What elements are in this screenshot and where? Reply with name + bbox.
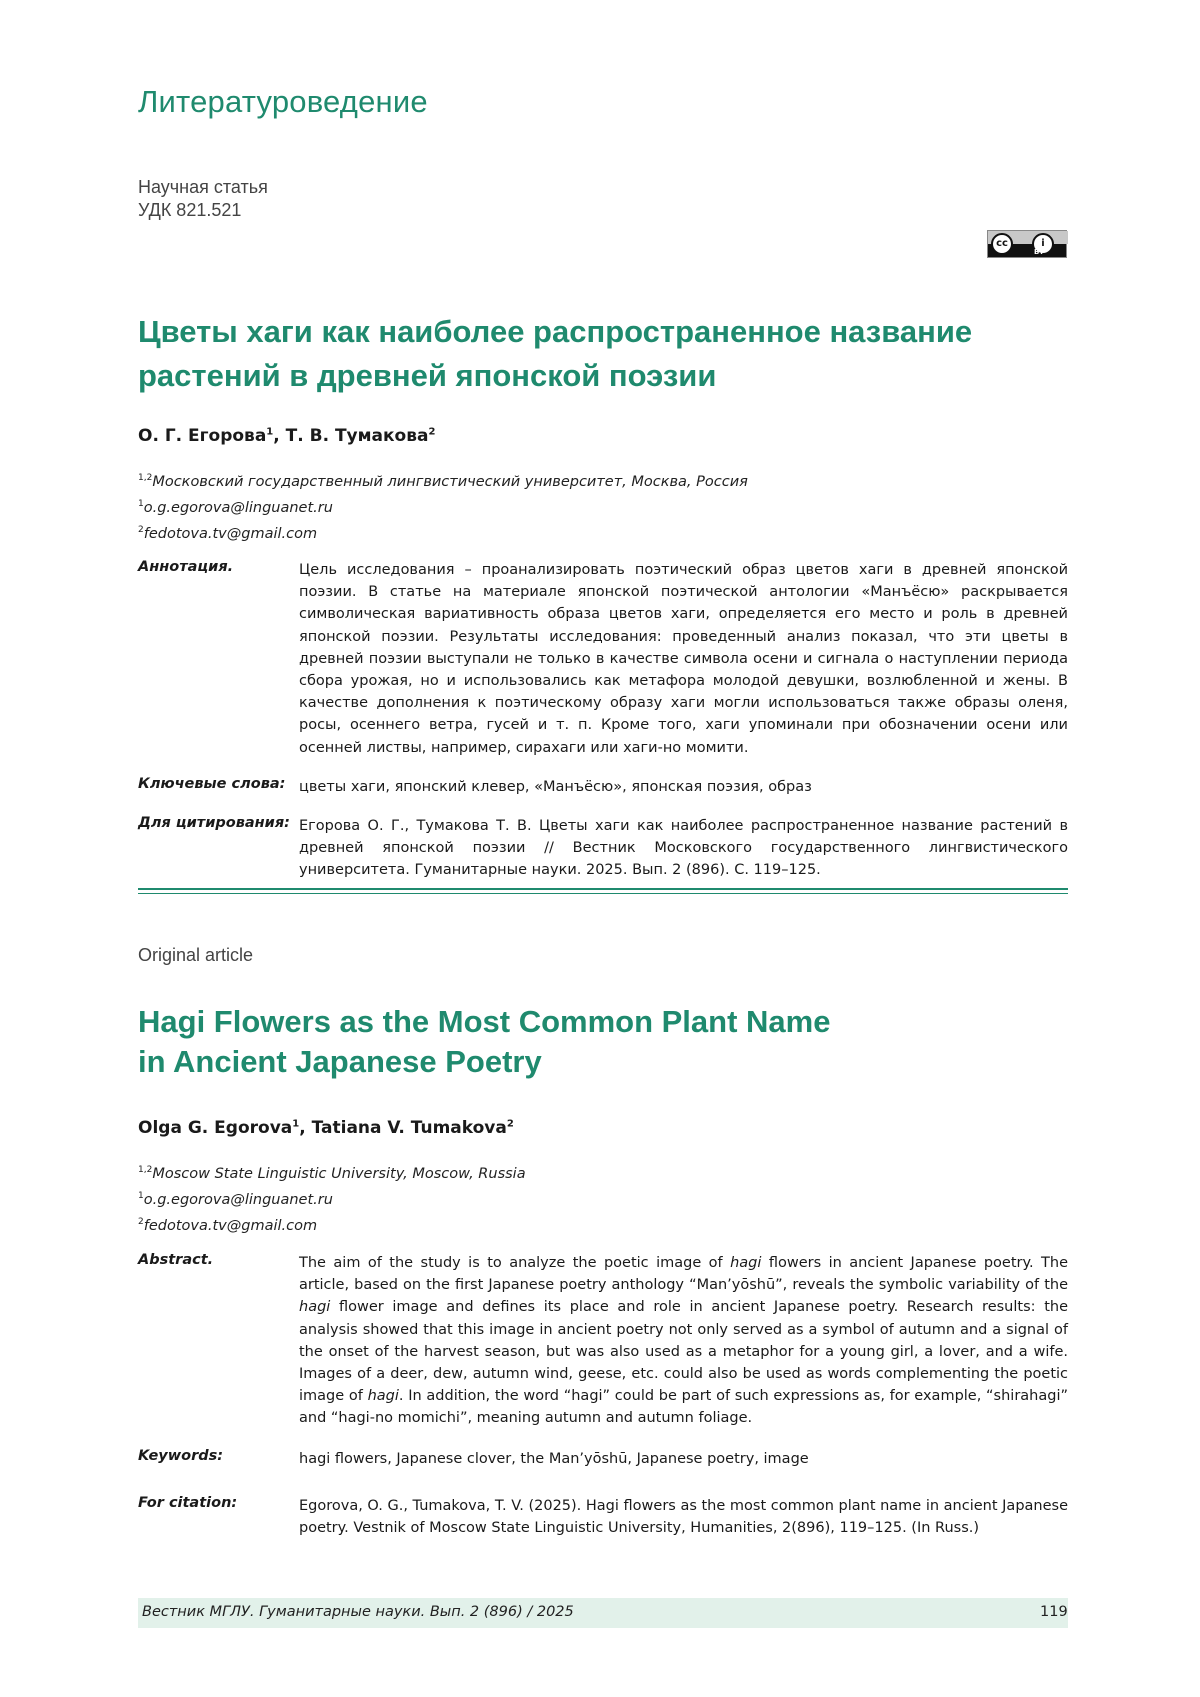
title-ru: [138, 310, 1088, 398]
title-ru-line2: растений в древней японской поэзии: [138, 358, 717, 393]
email-link[interactable]: fedotova.tv@gmail.com: [143, 525, 318, 542]
authors-en: [138, 1118, 514, 1138]
author-index: 1: [266, 426, 274, 438]
abstract-label: Аннотация.: [138, 559, 234, 575]
by-label: BY: [1034, 248, 1045, 256]
section-heading: Литературоведение: [138, 84, 428, 119]
citation-label: For citation:: [138, 1495, 238, 1511]
citation-text: Егорова О. Г., Тумакова Т. В. Цветы хаги как наиболее распространенное название растений в древней японской поэзии // Вестник Московского государственного лингвистического университета. Гуманитарные науки. 2025. Вып. 2 (896). С. 119–125.: [299, 818, 1068, 879]
citation-ru: [138, 815, 1068, 885]
citation-text: Egorova, O. G., Tumakova, T. V. (2025). Hagi flowers as the most common plant name in ancient Japanese poetry. Vestnik of Moscow State Linguistic University, Humanities, 2(896), 119–125. (In Russ.): [299, 1498, 1068, 1537]
affiliations-en: [138, 1159, 526, 1236]
affiliation-text: Московский государственный лингвистический университет, Москва, Россия: [152, 473, 748, 490]
abstract-text: Цель исследования – проанализировать поэтический образ цветов хаги в древней японской поэзии. В статье на материале японской поэтической антологии «Манъёсю» раскрывается символическая вариативность образа цветов хаги, определяется его место и роль в древней японской поэзии. Результаты исследования: проведенный анализ показал, что эти цветы в древней поэзии выступали не только в качестве символа осени и сигнала о наступлении периода сбора урожая, но и использовались как метафора молодой девушки, возлюбленной и жены. В качестве дополнения к поэтическому образу хаги могли использоваться также образы оленя, росы, осеннего ветра, гусей и т. п. Кроме того, хаги упоминали при обозначении осени или осенней листвы, например, сирахаги или хаги-но момити.: [299, 562, 1068, 756]
keywords-label: Keywords:: [138, 1448, 224, 1464]
section-divider: [138, 893, 1068, 894]
authors-ru: [138, 426, 435, 446]
email-line: [138, 493, 748, 519]
hagi-term: hagi: [367, 1388, 399, 1405]
abstract-text: The aim of the study is to analyze the poetic image of hagi flowers in ancient Japanese poetry. The article, based on the first Japanese poetry anthology “Man’yōshū”, reveals the symbolic variability of the hagi flower image and defines its place and role in ancient Japanese poetry. Research results: the analysis showed that this image in ancient poetry not only served as a symbol of autumn and a signal of the onset of the harvest season, but was also used as a metaphor for a young girl, a lover, and a wife. Images of a deer, dew, autumn wind, geese, etc. could also be used as words complementing the poetic image of hagi. In addition, the word “hagi” could be part of such expressions as, for example, “shirahagi” and “hagi-no momichi”, meaning autumn and autumn foliage.: [299, 1255, 1068, 1427]
email-index: 2: [138, 1216, 144, 1227]
article-type-ru: Научная статья: [138, 177, 268, 197]
affiliation-line: [138, 467, 748, 493]
person-icon: i: [1032, 233, 1054, 255]
abstract-label: Abstract.: [138, 1252, 214, 1268]
keywords-text: цветы хаги, японский клевер, «Манъёсю», японская поэзия, образ: [299, 779, 812, 795]
author-separator: ,: [273, 426, 286, 446]
email-link[interactable]: o.g.egorova@linguanet.ru: [143, 499, 333, 516]
article-type-en: Original article: [138, 945, 254, 965]
author-name: О. Г. Егорова: [138, 426, 267, 446]
email-link[interactable]: o.g.egorova@linguanet.ru: [143, 1191, 333, 1208]
abstract-en: [138, 1252, 1068, 1452]
affiliation-text: Moscow State Linguistic University, Moscow, Russia: [152, 1165, 526, 1182]
page-number: 119: [1040, 1604, 1068, 1620]
keywords-ru: [138, 776, 1068, 800]
email-index: 2: [138, 524, 144, 535]
aff-index: 1,2: [138, 1165, 153, 1175]
cc-by-license-icon[interactable]: [987, 230, 1067, 258]
email-line: [138, 1211, 526, 1237]
title-en-line2: in Ancient Japanese Poetry: [138, 1044, 542, 1079]
author-name: Tatiana V. Tumakova: [311, 1118, 507, 1138]
author-index: 2: [506, 1118, 514, 1130]
email-index: 1: [138, 1190, 144, 1201]
title-en-line1: Hagi Flowers as the Most Common Plant Name: [138, 1004, 831, 1039]
author-index: 1: [292, 1118, 300, 1130]
aff-index: 1,2: [138, 473, 153, 483]
email-link[interactable]: fedotova.tv@gmail.com: [143, 1217, 318, 1234]
email-line: [138, 1185, 526, 1211]
keywords-en: [138, 1448, 1068, 1472]
hagi-term: hagi: [299, 1299, 331, 1316]
footer-journal: Вестник МГЛУ. Гуманитарные науки. Вып. 2 (896) / 2025: [142, 1604, 574, 1620]
hagi-term: hagi: [730, 1255, 762, 1271]
udk-code: УДК 821.521: [138, 200, 242, 220]
email-index: 1: [138, 498, 144, 509]
keywords-text: hagi flowers, Japanese clover, the Man’yōshū, Japanese poetry, image: [299, 1451, 809, 1467]
affiliations-ru: [138, 467, 748, 544]
author-name: Т. В. Тумакова: [285, 426, 429, 446]
affiliation-line: [138, 1159, 526, 1185]
cc-icon: cc: [991, 233, 1013, 255]
section-divider: [138, 888, 1068, 890]
citation-label: Для цитирования:: [138, 815, 290, 831]
title-en: [138, 1002, 1088, 1082]
author-separator: ,: [299, 1118, 312, 1138]
email-line: [138, 519, 748, 545]
abstract-ru: [138, 559, 1068, 759]
title-ru-line1: Цветы хаги как наиболее распространенное название: [138, 314, 973, 349]
author-name: Olga G. Egorova: [138, 1118, 293, 1138]
author-index: 2: [428, 426, 436, 438]
citation-en: [138, 1495, 1068, 1545]
keywords-label: Ключевые слова:: [138, 776, 286, 792]
